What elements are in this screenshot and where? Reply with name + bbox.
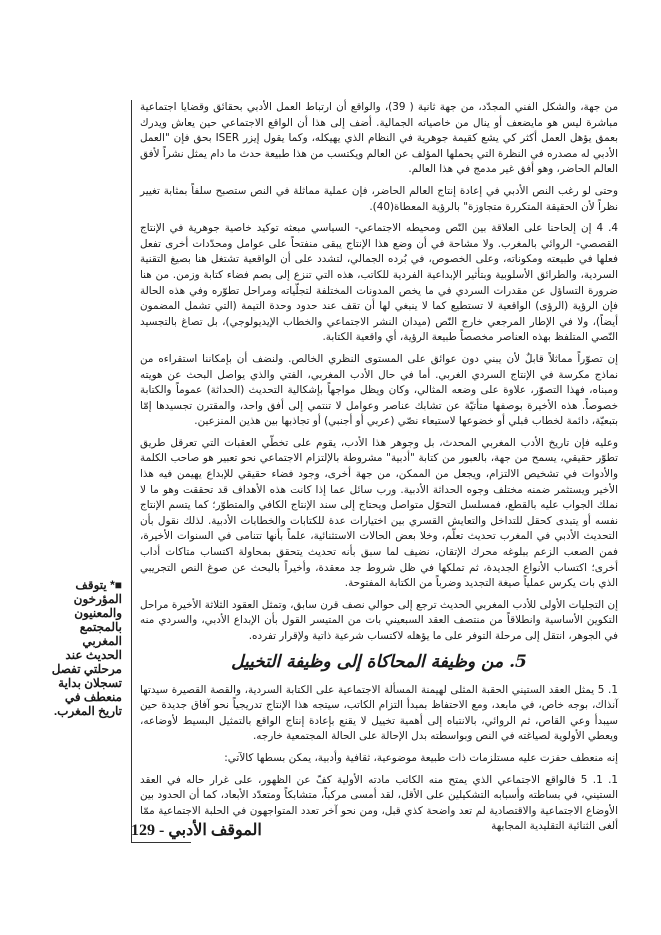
journal-name: الموقف الأدبي [168, 822, 262, 839]
paragraph: وعليه فإن تاريخ الأدب المغربي المحدث، بل وجوهر هذا الأدب، يقوم على تخطّي العقبات التي تعرقل طريق تطوّر حقيقي، يسمح من جهة، بالعبور من كتابة "أدبية" مشروطة بالإلتزام الاجتماعي نحو تعبير هو صاحب الكلمة والأدوات في تشخيص الالتزام، ويجعل من الممكن، من جهة أخرى، وجود فضاء حقيقي للإبداع يهيمن فيه هذا الأخير ويستثمر ضمنه مختلف وجوه الحداثة الأدبية. ورب سائل عما إذا كانت هذه الأهداف قد تحققت وهو ما لا نملك الجواب عليه بالقطع، فمسلسل التحوّل متواصل ويحتاج إلى سند الإنتاج الكافي والمتطوّر؛ كما يتسم الإنتاج نفسه أو يتبدى كحقل للتداخل والتعايش القسري بين اختيارات عدة للكتابات والخطابات الأدبية. لذلك نقول بأن التحديث الأدبي في المغرب تحديث تعلّم، وخلا بعض الحالات الاستثنائية، علماً بأنها تتنامى في السنوات الأخيرة، فمن الصعب الزعم ببلوغه محرك الإتقان، نضيف لما سبق بأنه تحديث يتحقق بمحاولة اكتساب متاكات أداب أخرى؛ اكتساب الأنواع الجديدة، ثم تملكها في ظل شروط جد معقدة، وأخيراً بالبحث عن صوغ النص التجريبي الذي بات يكرس عملياً صيغة التجديد وضرباً من الكتابة المفتوحة. [140, 436, 618, 590]
paragraph: وحتى لو رغب النص الأدبي في إعادة إنتاج العالم الحاضر، فإن عملية مماثلة في النص ستصبح سلفاً بمثابة تغيير نظراً لأن الحقيقة المتكررة متجاوزة" بالرؤية المعطاة(40). [140, 184, 618, 213]
paragraph: إنه منعطف حفزت عليه مستلزمات ذات طبيعة موضوعية، ثقافية وأدبية، يمكن بسطها كالآتي: [224, 751, 618, 764]
section-title: 5. من وظيفة المحاكاة إلى وظيفة التخييل [231, 651, 527, 672]
paragraph: 1. 1. 5 فالواقع الاجتماعي الذي يمتح منه الكاتب مادته الأولية كفّ عن الظهور، على غرار حاله في العقد الستيني، في بساطته وأسبابه التشكيلين على الأقل، لقد أمسى مركباً، متشابكاً ومتعدّد الأبعاد، كما أن الحدود بين الأوضاع الاجتماعية والاقتصادية لم تعد واضحة كذي قبل، ومن نحو آخر تعدد المتواجهون في الحلبة الاجتماعية ممّا ألغى الثنائية التقليدية المجابهة [140, 773, 618, 833]
margin-rule-vertical [131, 100, 132, 842]
paragraph: إن تصوّراً مماثلاً قابلٌ لأن يبني دون عوائق على المستوى النظري الخالص. ولنضف أن بإمكاننا استقراءه من نماذج مكرسة في الإنتاج السردي الغربي. أما في حال الأدب المغربي، الفتي والذي يواصل البحث عن هويته ومبناه، فهذا التصوّر، علاوة على وضعه المثالي، وكان ويظل مواجهاً بإشكالية التحديث (الحداثة) عموماً والكتابة خصوصاً. هذه الأخيرة بوصفها متأتيّة عن تشابك عناصر وعوامل لا تنتمي إلى أفق واحد، والمقترن تجسيدها إمّا بتبعيّة، دائمة لخطاب قبلي أو خضوعها لاستيعاء نصّي (عربي أو أجنبي) أو تجاذبها بين هذين المنزعين. [140, 352, 618, 428]
paragraph: من جهة، والشكل الفني المجدّد، من جهة ثانية ( 39)، والواقع أن ارتباط العمل الأدبي بحقائق وقضايا اجتماعية مباشرة ليس هو مايضعف أو ينال من خاصياته الجمالية. أضف إلى هذا أن الواقع الاجتماعي حين يعاش ويدرك بعمق يؤهل العمل أكثر كي يشع كقيمة جوهرية في النظام الذي يهيكله، وكما يقول إيزر ISER بحق فإن "العمل الأدبي له مصدره في النظرة التي يحملها المؤلف عن العالم ويكتسب من هذا طبيعة حدث ما دام يمثل نشراً لأفق العالم الحاضر، وهو أفق غير مدمج في هذا العالم. [140, 101, 619, 176]
page-number: 129 [131, 822, 155, 839]
sidenote: ■* يتوقف المؤرخون والمعنيون بالمجتمع المغربي الحديث عند مرحلتي تفصل تسجلان بداية منعطف في تاريخ المغرب. [51, 578, 122, 718]
margin-rule-horizontal [131, 842, 191, 843]
paragraph: إن التجليات الأولى للأدب المغربي الحديث ترجع إلى حوالي نصف قرن سابق، وتمثل العقود الثلاثة الأخيرة مراحل التكوين الأساسية وانطلاقاً من منتصف العقد السبعيني بات من المتيسر القول بأن الإبداع الأدبي، والسردي منه في الجوهر، انتقل إلى مرحلة التوفر على ما يؤهله لاكتساب شرعية ذاتية ولإقرار تفرده. [140, 598, 618, 642]
paragraph: 1. 5 يمثل العقد الستيني الحقبة المثلى لهيمنة المسألة الاجتماعية على الكتابة السردية، والقصة القصيرة سيدتها آنذاك، بوجه خاص، في مابعد، ومع الاحتفاظ بمبدأ التزام الكاتب، سيتجه هذا الإنتاج تدريجياً نحو آفاق جديدة حين سيبدأ وعي القاص، ثم الروائي، بالانتباه إلى أهمية تخييل لا يقنع بإعادة إنتاج الواقع بالتمثيل البسيط لأوضاعه، ويعطي الأولوية لصياغته في النص وبواسطته بدل الإحالة على الحالة المجتمعية خارجه. [140, 683, 618, 743]
article-body [140, 100, 618, 841]
footer-separator: - [155, 822, 169, 839]
paragraph: 4. 4 إن إلحاحنا على العلاقة بين النّص ومحيطه الاجتماعي- السياسي مبعثه توكيد خاصية جوهرية في الإنتاج القصصي- الروائي بالمغرب. ولا مشاحة في أن وضع هذا الإنتاج يبقى منفتحاً على عوامل ومحدّدات أخرى تفعل فعلها في طبيعته ومكوناته، وعلى الخصوص، في بُرده الجمالي، لتشدد على أن الواقعية تشتغل هنا بصيغ التقنية السردية، والطرائق الأسلوبية وبتأثير الإبداعية الفردية للكاتب، هذه التي تنزع إلى بصم فضاء كتابة وزمن. من هنا ضرورة التساؤل عن مقدرات السردي في ما يخص المدونات المختلفة لتجلّياته ومراحل تطوّره وفي هذه الحالة فإن الرؤية (الرؤى) الواقعية لا تستطيع كما لا ينبغي لها أن تقف عند حدود وحدة التيمة (التي تشمل المضمون أيضاً)، ولا في الإطار المرجعي خارج النّص (ميدان النشر الاجتماعي والخطاب الإيديولوجي)، بل تصاغ بالتجسيد النّصي المتلفظ بهذه العناصر مخصصاً طبيعة الرؤية، أي واقعية الكتابة. [140, 222, 618, 344]
